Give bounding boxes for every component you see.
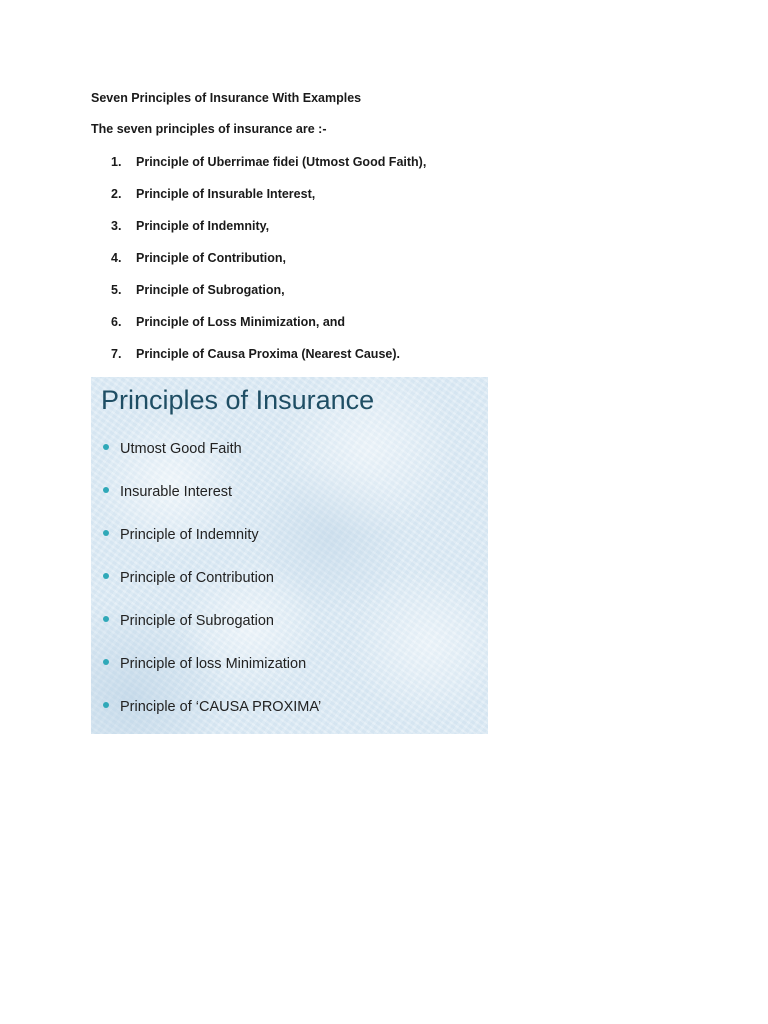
slide-bullet-text: Principle of loss Minimization (120, 656, 307, 672)
principles-slide-image (91, 377, 488, 734)
principle-item-7 (111, 347, 426, 379)
principle-item-4 (111, 251, 426, 283)
slide-bullet-item (103, 613, 321, 656)
principle-item-3 (111, 219, 426, 251)
bullet-dot-icon (103, 616, 109, 622)
principle-text: Principle of Contribution, (136, 251, 286, 265)
slide-bullet-text: Principle of ‘CAUSA PROXIMA’ (120, 699, 322, 715)
principle-text: Principle of Indemnity, (136, 219, 270, 233)
slide-bullet-item (103, 656, 321, 699)
slide-title: Principles of Insurance (101, 385, 375, 415)
slide-bullet-text: Utmost Good Faith (120, 441, 242, 457)
bullet-dot-icon (103, 444, 109, 450)
principle-number: 3. (111, 219, 122, 233)
principle-item-2 (111, 187, 426, 219)
principle-text: Principle of Uberrimae fidei (Utmost Good Faith), (136, 155, 427, 169)
bullet-dot-icon (103, 659, 109, 665)
slide-bullet-item (103, 484, 321, 527)
principle-list (111, 155, 426, 379)
principle-number: 2. (111, 187, 122, 201)
principle-text: Principle of Loss Minimization, and (136, 315, 346, 329)
slide-bullet-item (103, 527, 321, 570)
principle-text: Principle of Causa Proxima (Nearest Cause). (136, 347, 400, 361)
slide-bullet-text: Insurable Interest (120, 484, 233, 500)
slide-bullet-item (103, 570, 321, 613)
principle-item-6 (111, 315, 426, 347)
principle-number: 4. (111, 251, 122, 265)
principle-text: Principle of Insurable Interest, (136, 187, 316, 201)
document-title: Seven Principles of Insurance With Examples (91, 91, 362, 105)
principle-number: 1. (111, 155, 122, 169)
bullet-dot-icon (103, 702, 109, 708)
principle-item-1 (111, 155, 426, 187)
bullet-dot-icon (103, 573, 109, 579)
slide-bullet-item (103, 699, 321, 734)
slide-bullet-text: Principle of Subrogation (120, 613, 274, 629)
principle-number: 7. (111, 347, 122, 361)
principle-item-5 (111, 283, 426, 315)
document-intro: The seven principles of insurance are :- (91, 122, 327, 136)
principle-number: 6. (111, 315, 122, 329)
bullet-dot-icon (103, 530, 109, 536)
slide-bullet-list (103, 441, 321, 734)
slide-bullet-text: Principle of Contribution (120, 570, 274, 586)
slide-bullet-item (103, 441, 321, 484)
slide-bullet-text: Principle of Indemnity (120, 527, 259, 543)
principle-text: Principle of Subrogation, (136, 283, 285, 297)
principle-number: 5. (111, 283, 122, 297)
bullet-dot-icon (103, 487, 109, 493)
